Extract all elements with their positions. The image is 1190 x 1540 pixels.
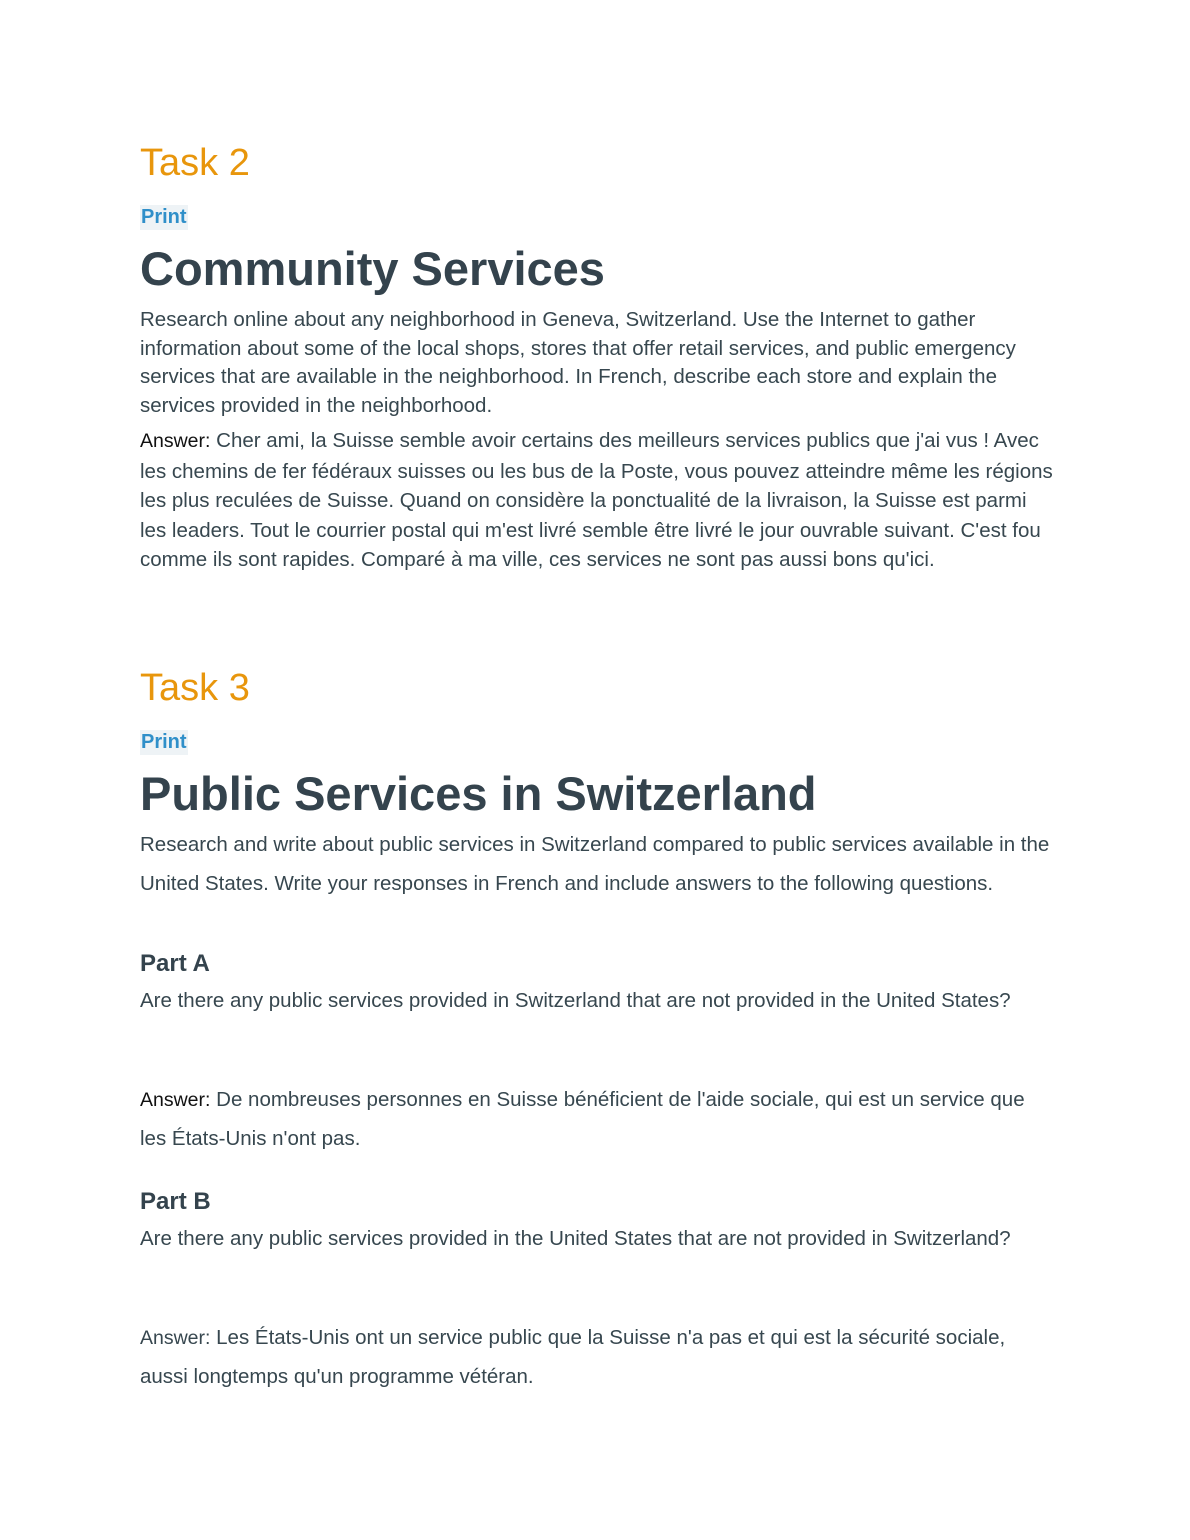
task-3-title: Task 3	[140, 667, 250, 709]
task-3-instructions: Research and write about public services in Switzerland compared to public services available in the United States. Write your responses in French and include answers to the following questions.	[140, 833, 1050, 895]
part-a-question: Are there any public services provided in Switzerland that are not provided in the United States?	[140, 989, 1011, 1012]
task-2-print-link[interactable]: Print	[141, 206, 187, 228]
part-a-answer-label: Answer:	[140, 1089, 211, 1111]
part-b-answer-text: Les États-Unis ont un service public que la Suisse n'a pas et qui est la sécurité sociale, aussi longtemps qu'un programme vétéran.	[140, 1326, 1006, 1388]
part-b-heading: Part B	[140, 1188, 211, 1215]
task-3-print-link[interactable]: Print	[141, 731, 187, 753]
public-services-heading: Public Services in Switzerland	[140, 767, 817, 820]
part-a-answer	[140, 1081, 1055, 1158]
task-2-title: Task 2	[140, 142, 250, 184]
task-2-instructions: Research online about any neighborhood in Geneva, Switzerland. Use the Internet to gather information about some of the local shops, stores that offer retail services, and public emergency services that are available in the neighborhood. In French, describe each store and explain the services provided in the neighborhood.	[140, 308, 1016, 417]
part-a-answer-text: De nombreuses personnes en Suisse bénéficient de l'aide sociale, qui est un service que les États-Unis n'ont pas.	[140, 1088, 1025, 1150]
task-2-answer	[140, 426, 1055, 575]
part-b-answer-label: Answer:	[140, 1327, 211, 1349]
task-2-answer-text: Cher ami, la Suisse semble avoir certains des meilleurs services publics que j'ai vus ! Avec les chemins de fer fédéraux suisses ou les bus de la Poste, vous pouvez atteindre même les régions les plus reculées de Suisse. Quand on considère la ponctualité de la livraison, la Suisse est parmi les leaders. Tout le courrier postal qui m'est livré semble être livré le jour ouvrable suivant. C'est fou comme ils sont rapides. Comparé à ma ville, ces services ne sont pas aussi bons qu'ici.	[140, 429, 1053, 571]
community-services-heading: Community Services	[140, 242, 605, 295]
part-b-question: Are there any public services provided in the United States that are not provided in Switzerland?	[140, 1227, 1011, 1250]
part-a-heading: Part A	[140, 950, 210, 977]
part-b-answer	[140, 1319, 1055, 1396]
task-2-answer-label: Answer:	[140, 430, 211, 452]
